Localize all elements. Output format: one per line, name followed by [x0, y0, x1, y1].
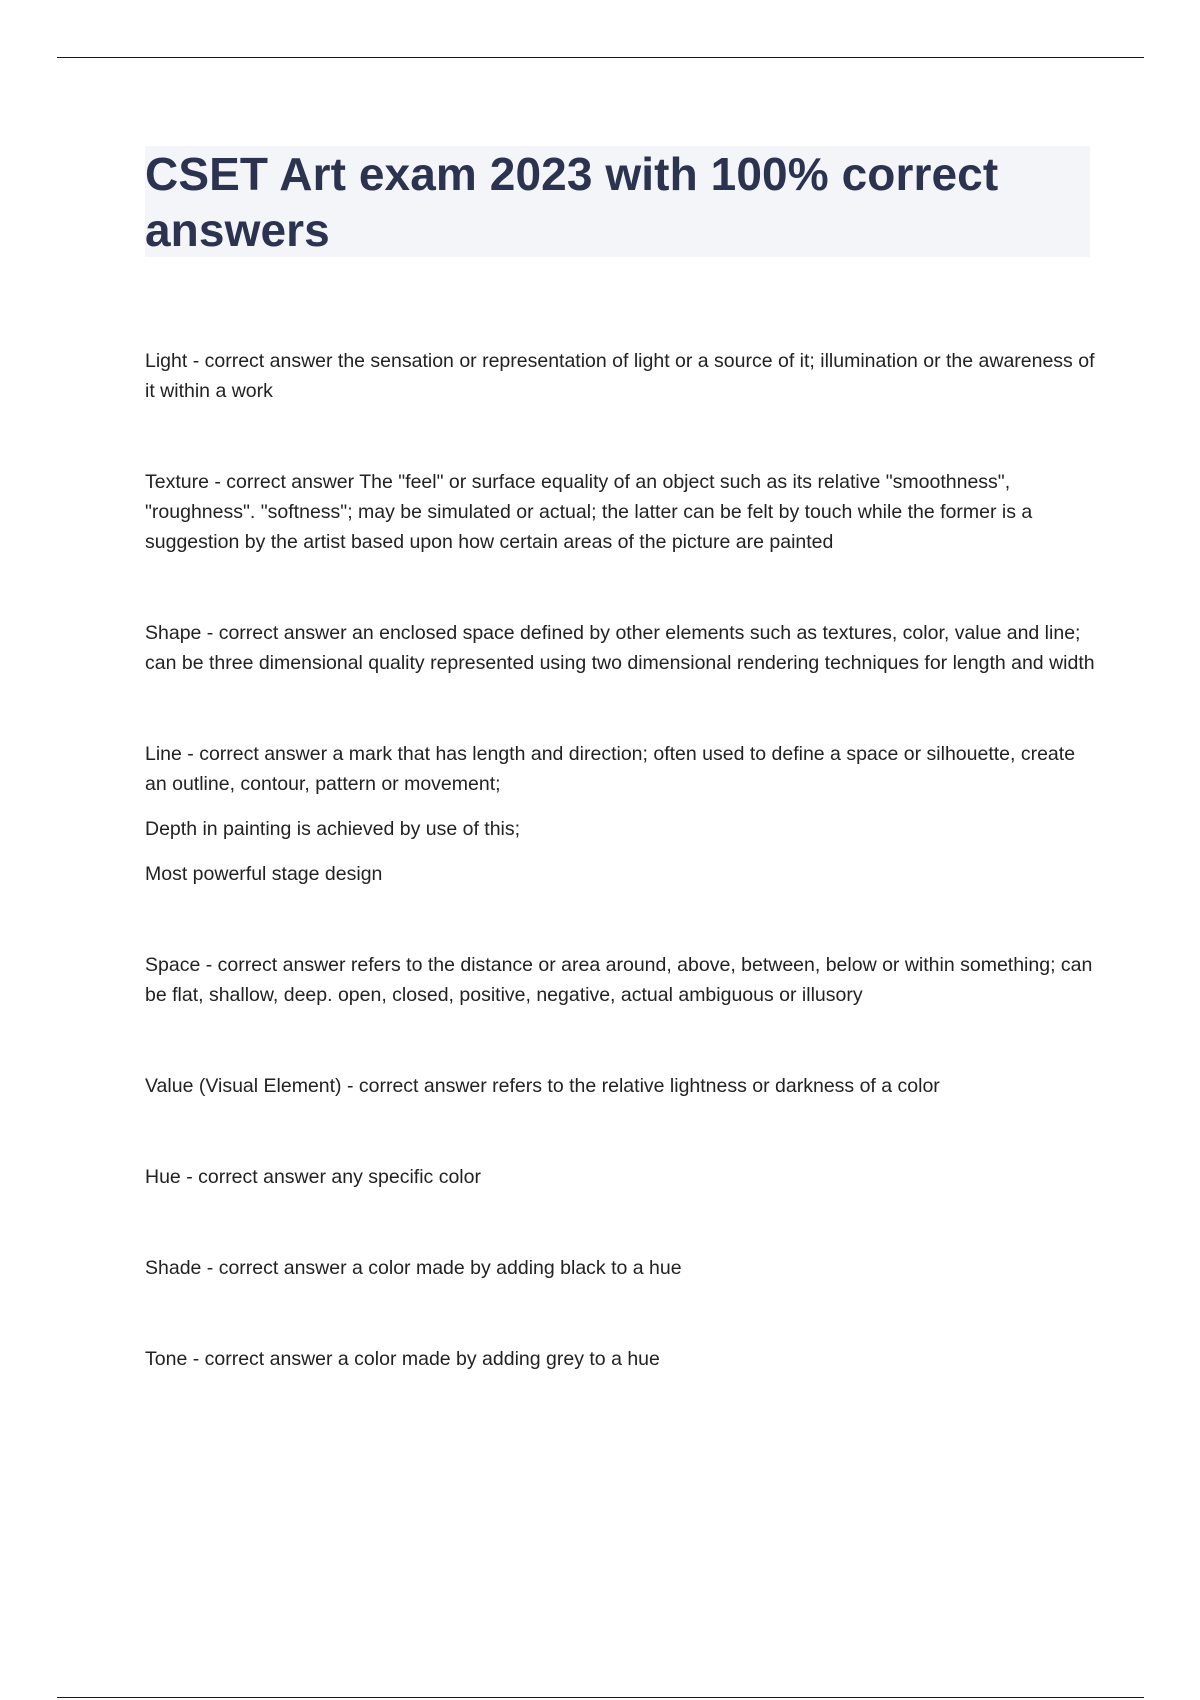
title-banner	[145, 146, 1090, 257]
qa-entry-tone	[145, 1344, 1095, 1374]
qa-entry-hue	[145, 1162, 1095, 1192]
bottom-rule	[57, 1697, 1144, 1698]
qa-entry-shape	[145, 618, 1095, 678]
qa-text: Texture - correct answer The "feel" or surface equality of an object such as its relative "smoothness", "roughness". "softness"; may be simulated or actual; the latter can be felt by touch while the former is a suggestion by the artist based upon how certain areas of the picture are painted	[145, 471, 1033, 553]
qa-entry-line	[145, 739, 1095, 889]
qa-extra-text: Depth in painting is achieved by use of this;	[145, 818, 521, 840]
qa-entry-texture	[145, 467, 1095, 557]
top-rule	[57, 57, 1144, 58]
qa-entry-shade	[145, 1253, 1095, 1283]
qa-text: Light - correct answer the sensation or representation of light or a source of it; illumination or the awareness of it within a work	[145, 350, 1095, 402]
qa-text: Value (Visual Element) - correct answer refers to the relative lightness or darkness of a color	[145, 1075, 940, 1097]
qa-entry-value	[145, 1071, 1095, 1101]
qa-text: Shape - correct answer an enclosed space defined by other elements such as textures, color, value and line; can be three dimensional quality represented using two dimensional rendering techniques for length and width	[145, 622, 1095, 674]
qa-entry-light	[145, 346, 1095, 406]
qa-entry-space	[145, 950, 1095, 1010]
page-title: CSET Art exam 2023 with 100% correct answers	[145, 148, 999, 256]
qa-text: Line - correct answer a mark that has length and direction; often used to define a space or silhouette, create an outline, contour, pattern or movement;	[145, 743, 1076, 795]
qa-text: Tone - correct answer a color made by adding grey to a hue	[145, 1348, 660, 1370]
qa-text: Hue - correct answer any specific color	[145, 1166, 481, 1188]
qa-list	[145, 346, 1095, 1374]
qa-text: Shade - correct answer a color made by adding black to a hue	[145, 1257, 682, 1279]
qa-extra-text: Most powerful stage design	[145, 863, 383, 885]
qa-text: Space - correct answer refers to the distance or area around, above, between, below or within something; can be flat, shallow, deep. open, closed, positive, negative, actual ambiguous or illusory	[145, 954, 1093, 1006]
